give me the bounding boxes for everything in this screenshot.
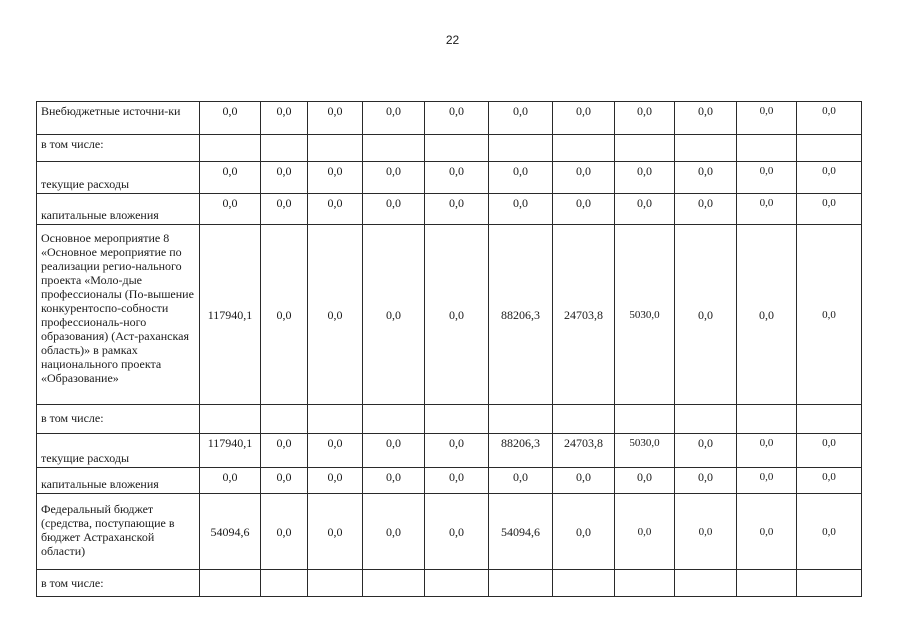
value-cell [363, 570, 425, 597]
value-cell: 0,0 [737, 162, 797, 194]
value-cell: 0,0 [200, 162, 261, 194]
value-cell [553, 135, 615, 162]
value-cell: 0,0 [675, 102, 737, 135]
value-cell: 24703,8 [553, 434, 615, 468]
value-cell: 0,0 [425, 468, 489, 494]
value-cell: 0,0 [675, 225, 737, 405]
value-cell: 0,0 [737, 494, 797, 570]
value-cell [797, 405, 862, 434]
value-cell: 0,0 [615, 494, 675, 570]
value-cell: 0,0 [363, 225, 425, 405]
value-cell: 0,0 [797, 162, 862, 194]
value-cell: 0,0 [363, 434, 425, 468]
value-cell: 54094,6 [200, 494, 261, 570]
value-cell: 0,0 [308, 102, 363, 135]
value-cell [308, 135, 363, 162]
value-cell: 0,0 [261, 162, 308, 194]
value-cell: 0,0 [553, 162, 615, 194]
value-cell: 54094,6 [489, 494, 553, 570]
value-cell: 0,0 [489, 162, 553, 194]
row-label: текущие расходы [37, 162, 200, 194]
value-cell: 24703,8 [553, 225, 615, 405]
value-cell [675, 135, 737, 162]
row-label: Основное мероприятие 8 «Основное мероприятие по реализации регио-нального проекта «Моло-дые профессионалы (По-вышение конкурентоспо-собности профессиональ-ного образования) (Аст-раханская область)» в рамках национального проекта «Образование» [37, 225, 200, 405]
value-cell [489, 570, 553, 597]
value-cell: 0,0 [425, 225, 489, 405]
value-cell: 0,0 [308, 494, 363, 570]
value-cell: 0,0 [615, 194, 675, 225]
value-cell: 88206,3 [489, 225, 553, 405]
value-cell: 88206,3 [489, 434, 553, 468]
row-label: в том числе: [37, 405, 200, 434]
value-cell: 0,0 [200, 194, 261, 225]
value-cell [200, 570, 261, 597]
value-cell: 0,0 [200, 468, 261, 494]
value-cell: 0,0 [675, 194, 737, 225]
value-cell: 0,0 [675, 494, 737, 570]
value-cell: 0,0 [308, 225, 363, 405]
value-cell: 0,0 [737, 102, 797, 135]
row-label: текущие расходы [37, 434, 200, 468]
value-cell [615, 135, 675, 162]
value-cell [261, 135, 308, 162]
value-cell [615, 570, 675, 597]
value-cell: 0,0 [675, 434, 737, 468]
value-cell [675, 405, 737, 434]
value-cell: 0,0 [553, 494, 615, 570]
value-cell: 0,0 [363, 162, 425, 194]
value-cell: 0,0 [797, 225, 862, 405]
value-cell: 0,0 [489, 194, 553, 225]
value-cell: 0,0 [737, 434, 797, 468]
value-cell: 0,0 [261, 494, 308, 570]
value-cell: 0,0 [797, 468, 862, 494]
value-cell [425, 570, 489, 597]
value-cell [737, 135, 797, 162]
value-cell: 0,0 [425, 194, 489, 225]
value-cell: 0,0 [425, 162, 489, 194]
value-cell [425, 135, 489, 162]
table-row [37, 494, 862, 570]
value-cell: 0,0 [615, 162, 675, 194]
value-cell: 5030,0 [615, 225, 675, 405]
value-cell: 0,0 [675, 468, 737, 494]
value-cell: 0,0 [553, 468, 615, 494]
table-row [37, 162, 862, 194]
value-cell [675, 570, 737, 597]
value-cell: 0,0 [363, 194, 425, 225]
value-cell [797, 570, 862, 597]
value-cell: 0,0 [675, 162, 737, 194]
value-cell [363, 405, 425, 434]
row-label: Внебюджетные источни-ки [37, 102, 200, 135]
value-cell: 0,0 [308, 468, 363, 494]
table-row [37, 468, 862, 494]
value-cell: 0,0 [261, 434, 308, 468]
table-row [37, 102, 862, 135]
value-cell: 0,0 [615, 468, 675, 494]
value-cell: 0,0 [261, 102, 308, 135]
table-row [37, 135, 862, 162]
value-cell [261, 405, 308, 434]
value-cell [425, 405, 489, 434]
value-cell: 0,0 [363, 494, 425, 570]
value-cell [363, 135, 425, 162]
value-cell [553, 570, 615, 597]
table-row [37, 434, 862, 468]
value-cell: 0,0 [737, 194, 797, 225]
value-cell [797, 135, 862, 162]
table-row [37, 405, 862, 434]
row-label: капитальные вложения [37, 194, 200, 225]
value-cell: 117940,1 [200, 434, 261, 468]
value-cell: 0,0 [261, 225, 308, 405]
value-cell [308, 570, 363, 597]
value-cell [489, 405, 553, 434]
value-cell: 0,0 [308, 194, 363, 225]
value-cell: 0,0 [489, 102, 553, 135]
value-cell: 5030,0 [615, 434, 675, 468]
value-cell: 117940,1 [200, 225, 261, 405]
table-row [37, 570, 862, 597]
page-number: 22 [445, 33, 460, 47]
value-cell [737, 570, 797, 597]
value-cell: 0,0 [308, 434, 363, 468]
value-cell: 0,0 [200, 102, 261, 135]
row-label: капитальные вложения [37, 468, 200, 494]
value-cell: 0,0 [363, 468, 425, 494]
value-cell [261, 570, 308, 597]
row-label: в том числе: [37, 135, 200, 162]
value-cell: 0,0 [425, 494, 489, 570]
table-row [37, 225, 862, 405]
row-label: в том числе: [37, 570, 200, 597]
value-cell: 0,0 [363, 102, 425, 135]
value-cell: 0,0 [737, 225, 797, 405]
table-row [37, 194, 862, 225]
value-cell: 0,0 [489, 468, 553, 494]
value-cell [200, 135, 261, 162]
value-cell [615, 405, 675, 434]
row-label: Федеральный бюджет (средства, поступающие в бюджет Астраханской области) [37, 494, 200, 570]
value-cell: 0,0 [261, 194, 308, 225]
budget-table [36, 101, 862, 597]
value-cell: 0,0 [425, 102, 489, 135]
value-cell [737, 405, 797, 434]
value-cell [308, 405, 363, 434]
value-cell [489, 135, 553, 162]
value-cell: 0,0 [797, 494, 862, 570]
value-cell: 0,0 [425, 434, 489, 468]
value-cell: 0,0 [797, 194, 862, 225]
value-cell: 0,0 [553, 194, 615, 225]
value-cell [553, 405, 615, 434]
value-cell: 0,0 [737, 468, 797, 494]
value-cell: 0,0 [797, 434, 862, 468]
value-cell: 0,0 [261, 468, 308, 494]
value-cell: 0,0 [553, 102, 615, 135]
value-cell [200, 405, 261, 434]
value-cell: 0,0 [615, 102, 675, 135]
value-cell: 0,0 [797, 102, 862, 135]
value-cell: 0,0 [308, 162, 363, 194]
